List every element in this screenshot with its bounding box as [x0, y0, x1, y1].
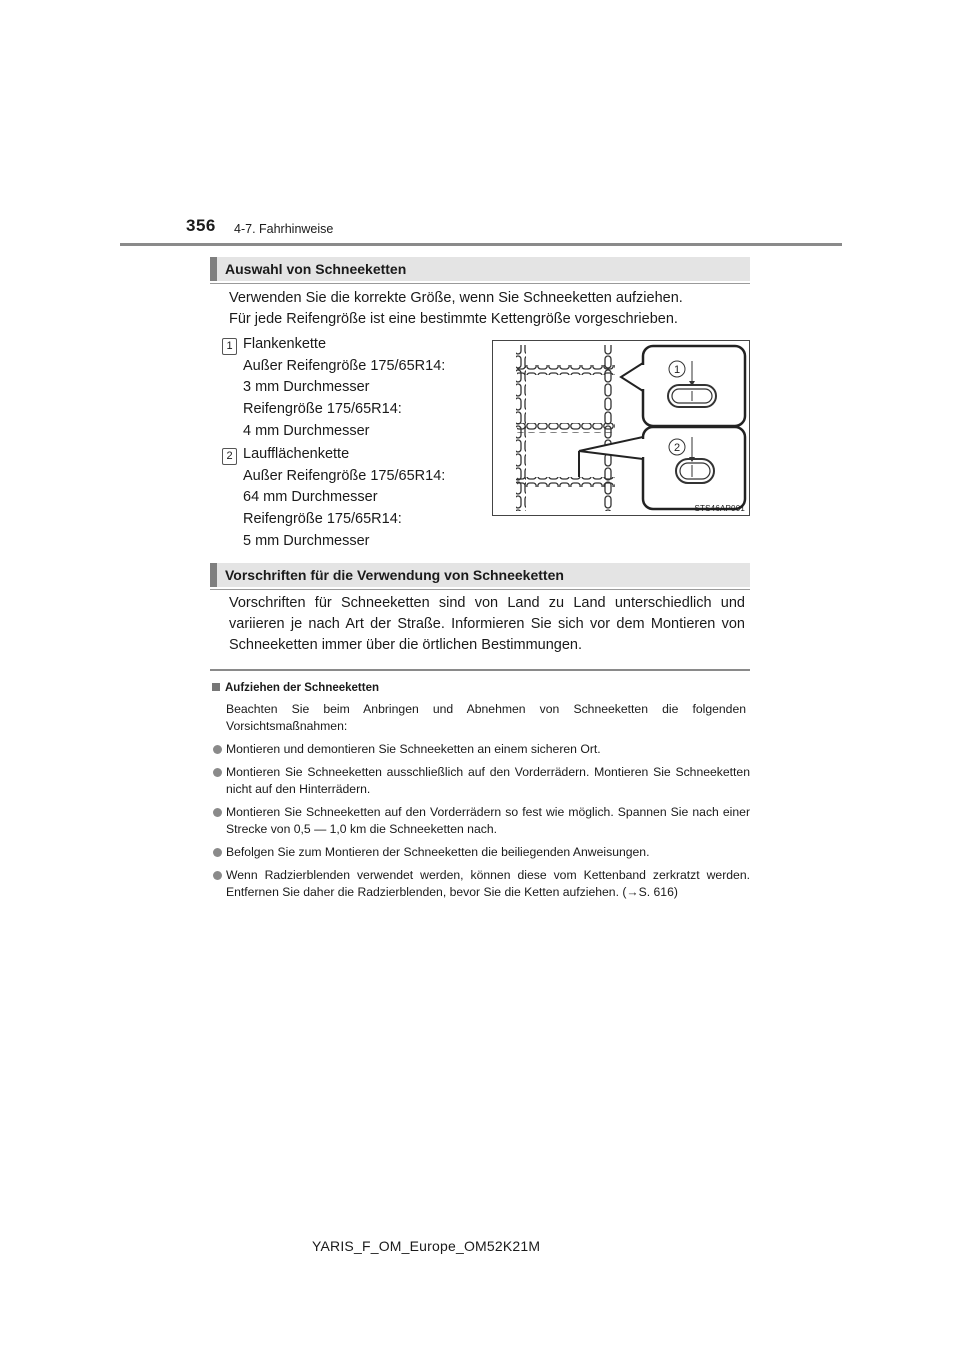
bullet-text: Montieren Sie Schneeketten ausschließlich auf den Vorderrädern. Montieren Sie Schneeketten nicht auf den Hinterrädern. [226, 765, 750, 796]
intro-line-1: Verwenden Sie die korrekte Größe, wenn Sie Schneeketten aufziehen. [229, 290, 683, 306]
bullet-dot-icon [213, 745, 222, 754]
item-line: Außer Reifengröße 175/65R14: [243, 467, 446, 484]
figure-code: STS46AP001 [694, 504, 745, 513]
item-line: Außer Reifengröße 175/65R14: [243, 357, 446, 374]
item-number-2: 2 [222, 448, 237, 465]
notes-divider [210, 669, 750, 671]
regulations-paragraph: Vorschriften für Schneeketten sind von Land zu Land unterschiedlich und variieren je nach Art der Straße. Informieren Sie sich vor dem Montieren von Schneeketten immer über die örtlichen Bestimmungen. [229, 595, 745, 653]
bullet-text: Montieren Sie Schneeketten auf den Vorderrädern so fest wie möglich. Spannen Sie nach einer Strecke von 0,5 — 1,0 km die Schneeketten nach. [226, 805, 750, 836]
section-title: Vorschriften für die Verwendung von Schneeketten [225, 567, 564, 583]
bullet-dot-icon [213, 848, 222, 857]
document-code: YARIS_F_OM_Europe_OM52K21M [312, 1238, 541, 1254]
section-header-snow-chain-regulations [210, 563, 750, 587]
notes-heading [212, 682, 379, 694]
item-line: 5 mm Durchmesser [243, 532, 370, 549]
page-number: 356 [186, 216, 216, 235]
callout-2-number: 2 [673, 442, 681, 454]
bullet-text: Wenn Radzierblenden verwendet werden, können diese vom Kettenband zerkratzt werden. Entfernen Sie daher die Radzierblenden, bevor Sie die Ketten aufziehen. (→S. 616) [226, 868, 750, 899]
bullet-dot-icon [213, 768, 222, 777]
intro-line-2: Für jede Reifengröße ist eine bestimmte Kettengröße vorgeschrieben. [229, 311, 678, 327]
snow-chain-drawing [493, 341, 749, 515]
item-line: 3 mm Durchmesser [243, 379, 370, 396]
list-item [213, 844, 750, 861]
section-rule [210, 283, 750, 284]
item-side-chain [243, 334, 445, 443]
list-item [213, 804, 750, 838]
section-rule [210, 589, 750, 590]
snow-chain-illustration [492, 340, 750, 516]
item-line: Laufflächenkette [243, 446, 350, 462]
list-item [213, 764, 750, 798]
section-title: Auswahl von Schneeketten [225, 261, 407, 277]
bullet-dot-icon [213, 871, 222, 880]
notes-title: Aufziehen der Schneeketten [225, 682, 380, 694]
callout-1-number: 1 [673, 364, 681, 376]
section-reference: 4-7. Fahrhinweise [234, 222, 334, 236]
item-tread-chain [243, 444, 445, 553]
item-line: 4 mm Durchmesser [243, 422, 370, 439]
bullet-text: Montieren und demontieren Sie Schneeketten an einem sicheren Ort. [226, 742, 601, 756]
bullet-text: Befolgen Sie zum Montieren der Schneeketten die beiliegenden Anweisungen. [226, 845, 650, 859]
item-line: Flankenkette [243, 336, 327, 352]
item-line: Reifengröße 175/65R14: [243, 401, 402, 418]
header-rule [120, 243, 842, 246]
list-item [213, 741, 750, 758]
list-item [213, 867, 750, 901]
item-line: 64 mm Durchmesser [243, 489, 378, 506]
item-number-1: 1 [222, 338, 237, 355]
square-bullet-icon [212, 683, 220, 691]
section-header-snow-chain-selection [210, 257, 750, 281]
notes-intro: Beachten Sie beim Anbringen und Abnehmen von Schneeketten die folgenden Vorsichtsmaßnahmen: [226, 702, 746, 733]
item-line: Reifengröße 175/65R14: [243, 511, 402, 528]
bullet-dot-icon [213, 808, 222, 817]
